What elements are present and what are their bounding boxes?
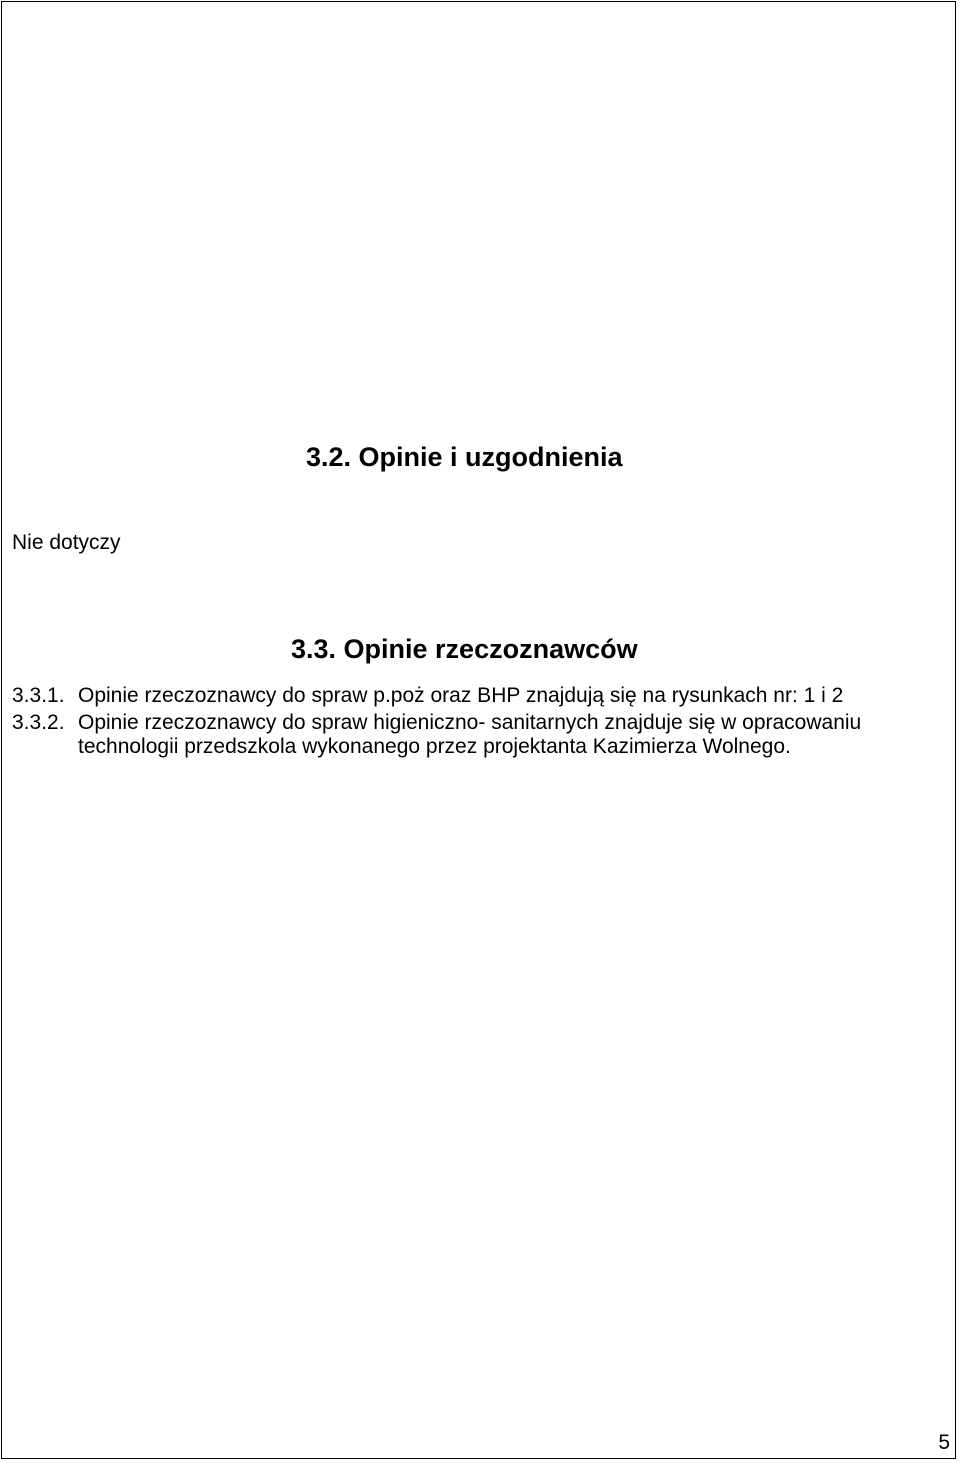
list-item-number: 3.3.2. xyxy=(12,711,65,734)
list-item xyxy=(12,684,942,708)
section-heading-opinie-uzgodnienia: 3.2. Opinie i uzgodnienia xyxy=(306,442,623,472)
section-heading-opinie-rzeczoznawcow: 3.3. Opinie rzeczoznawców xyxy=(291,634,638,664)
page-number: 5 xyxy=(938,1431,950,1454)
list-item-text: Opinie rzeczoznawcy do spraw p.poż oraz BHP znajdują się na rysunkach nr: 1 i 2 xyxy=(78,684,844,707)
section-body-not-applicable: Nie dotyczy xyxy=(12,531,121,554)
list-item-number: 3.3.1. xyxy=(12,684,65,707)
list-item xyxy=(12,711,942,759)
list-item-text: Opinie rzeczoznawcy do spraw higieniczno- sanitarnych znajduje się w opracowaniu technologii przedszkola wykonanego przez projektanta Kazimierza Wolnego. xyxy=(78,711,862,758)
